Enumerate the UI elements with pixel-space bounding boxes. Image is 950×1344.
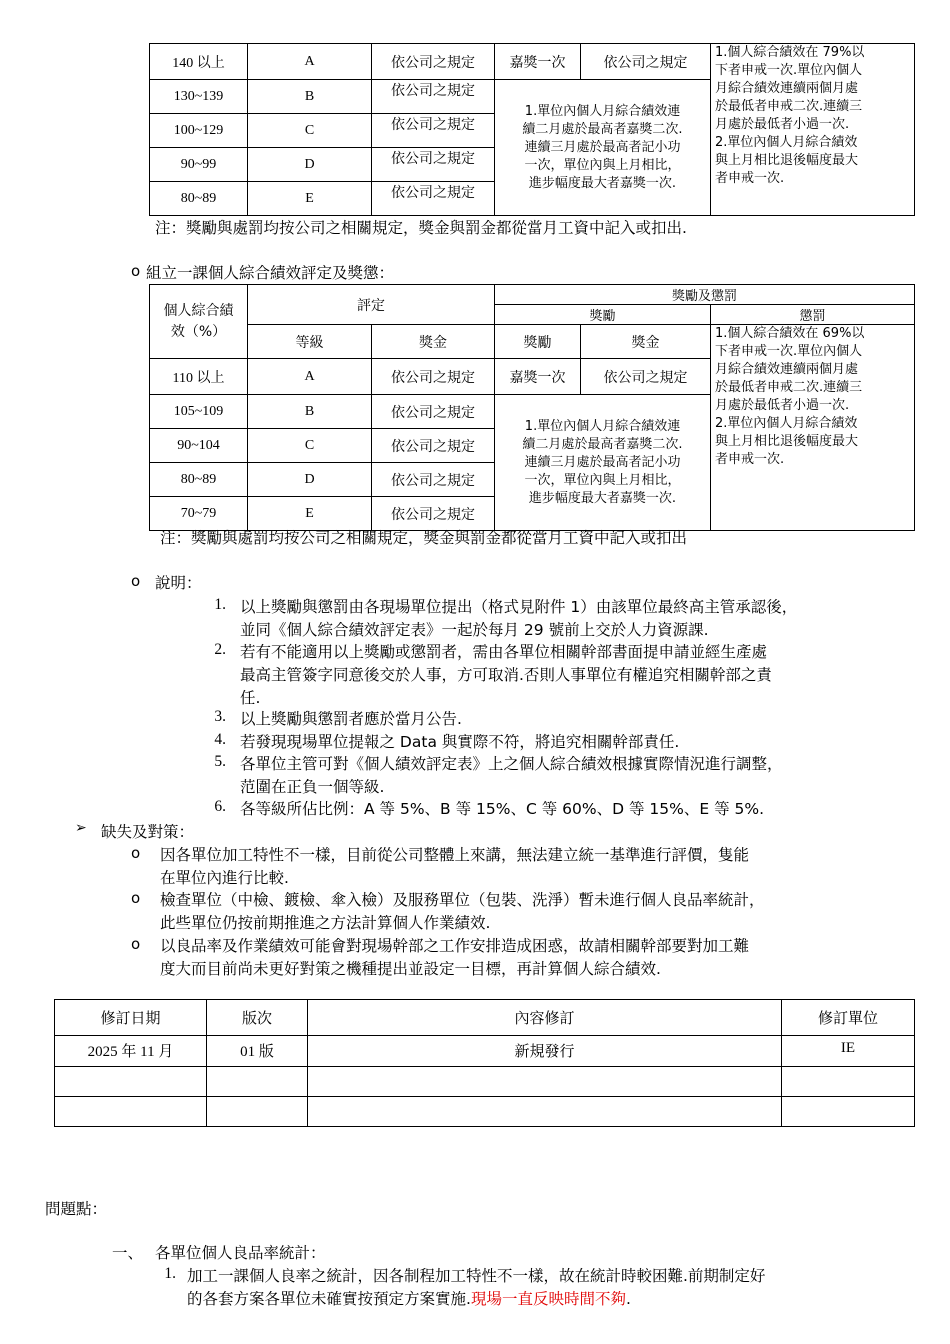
- grade-table-1: [149, 43, 915, 216]
- header-grade: 等級: [248, 325, 372, 359]
- grade-table-2: [149, 284, 915, 531]
- penalty-line: 2.單位內個人月綜合績效: [715, 135, 858, 150]
- reward-note-line: 1.單位內個人月綜合績效連: [524, 103, 681, 119]
- score-cell: 100~129: [150, 114, 248, 148]
- reward-note-line: 一次，單位內與上月相比，: [524, 472, 681, 488]
- penalty-line: 與上月相比退後幅度最大: [715, 153, 859, 168]
- revision-cell: [782, 1097, 915, 1127]
- score-cell: 70~79: [150, 497, 248, 531]
- list-number: 6.: [214, 798, 226, 815]
- reward-note-cell: [495, 80, 711, 216]
- list-item-line: 檢查單位（中檢、鍍檢、傘入檢）及服務單位（包裝、洗淨）暫未進行個人良品率統計，: [160, 891, 765, 909]
- section-title: 組立一課個人綜合績效評定及獎懲：: [146, 264, 395, 282]
- revision-cell: [55, 1097, 207, 1127]
- bullet-o: o: [131, 889, 141, 907]
- revision-header: 修訂日期: [55, 1000, 207, 1036]
- score-cell: 105~109: [150, 395, 248, 429]
- revision-cell: [207, 1067, 308, 1097]
- header-reward-bonus: 獎金: [581, 325, 711, 359]
- score-cell: 140 以上: [150, 44, 248, 80]
- list-item-line: 若發現現場單位提報之 Data 與實際不符，將追究相關幹部責任.: [240, 733, 680, 751]
- grade-cell: E: [248, 497, 372, 531]
- bullet-o: o: [131, 572, 141, 590]
- issues-item-text: .: [625, 1290, 631, 1308]
- penalty-line: 月處於最低者小過一次.: [715, 398, 850, 413]
- revision-cell: IE: [782, 1036, 915, 1067]
- header-reward: 獎勵: [495, 305, 711, 325]
- grade-cell: B: [248, 80, 372, 114]
- issues-item-line: [187, 1287, 631, 1309]
- revision-cell: [55, 1067, 207, 1097]
- list-number: 3.: [214, 708, 226, 725]
- header-metric-text: 個人綜合績效（%）: [163, 302, 234, 340]
- bonus-cell: 依公司之規定: [372, 395, 495, 429]
- grade-cell: C: [248, 429, 372, 463]
- list-item-line: 各單位主管可對《個人績效評定表》上之個人綜合績效根據實際情況進行調整，: [240, 755, 783, 773]
- score-cell: 90~104: [150, 429, 248, 463]
- list-item-line: 范圍在正負一個等級.: [240, 778, 385, 796]
- penalty-line: 月綜合績效連續兩個月處: [715, 81, 859, 96]
- bonus-cell: 依公司之規定: [372, 80, 495, 114]
- issues-item-text: 的各套方案各單位未確實按預定方案實施.: [187, 1290, 471, 1308]
- list-number: 1.: [214, 596, 226, 613]
- list-item-line: 以良品率及作業績效可能會對現場幹部之工作安排造成困惑，故請相關幹部要對加工難: [160, 937, 750, 955]
- score-cell: 80~89: [150, 182, 248, 216]
- list-item-line: 各等級所佔比例：A 等 5%、B 等 15%、C 等 60%、D 等 15%、E 等 5%.: [240, 800, 765, 818]
- list-number: 2.: [214, 641, 226, 658]
- list-number: 4.: [214, 731, 226, 748]
- issues-section-number: 一、: [112, 1244, 144, 1262]
- bonus-cell: 依公司之規定: [372, 114, 495, 148]
- penalty-line: 於最低者申戒二次.連續三: [715, 380, 863, 395]
- issues-section-title: 各單位個人良品率統計：: [155, 1244, 326, 1262]
- reward-cell: 嘉獎一次: [495, 44, 581, 80]
- reward-note-line: 續二月處於最高者嘉獎二次.: [522, 121, 683, 137]
- explanation-title: 說明：: [155, 574, 202, 592]
- list-item-line: 以上獎勵與懲罰由各現場單位提出（格式見附件 1）由該單位最終高主管承認後，: [240, 598, 798, 616]
- penalty-line: 與上月相比退後幅度最大: [715, 434, 859, 449]
- reward-note-line: 連續三月處於最高者記小功: [524, 139, 681, 155]
- penalty-line: 1.個人綜合績效在 69%以: [715, 326, 865, 341]
- reward-note-line: 續二月處於最高者嘉獎二次.: [522, 436, 683, 452]
- revision-header: 修訂單位: [782, 1000, 915, 1036]
- issues-item-line: 加工一課個人良率之統計，因各制程加工特性不一樣，故在統計時較困難.前期制定好: [187, 1267, 766, 1285]
- reward-note-cell: [495, 395, 711, 531]
- shortcomings-title: 缺失及對策：: [101, 823, 195, 841]
- revision-cell: 01 版: [207, 1036, 308, 1067]
- penalty-line: 下者申戒一次.單位內個人: [715, 344, 863, 359]
- reward-note-line: 連續三月處於最高者記小功: [524, 454, 681, 470]
- revision-cell: 新規發行: [308, 1036, 782, 1067]
- list-item-line: 並同《個人綜合績效評定表》一起於每月 29 號前上交於人力資源課.: [240, 621, 709, 639]
- reward-cell: 嘉獎一次: [495, 359, 581, 395]
- bonus-cell: 依公司之規定: [372, 429, 495, 463]
- penalty-line: 者申戒一次.: [715, 171, 785, 186]
- bonus-cell: 依公司之規定: [372, 182, 495, 216]
- grade-cell: B: [248, 395, 372, 429]
- penalty-line: 者申戒一次.: [715, 452, 785, 467]
- list-item-line: 任.: [240, 689, 261, 707]
- list-item-line: 因各單位加工特性不一樣，目前從公司整體上來講，無法建立統一基準進行評價，隻能: [160, 846, 750, 864]
- penalty-cell: [711, 325, 915, 531]
- penalty-line: 月綜合績效連續兩個月處: [715, 362, 859, 377]
- table2-note: 注：獎勵與處罰均按公司之相關規定，獎金與罰金都從當月工資中記入或扣出: [160, 529, 688, 547]
- revision-header: 內容修訂: [308, 1000, 782, 1036]
- grade-cell: D: [248, 463, 372, 497]
- reward-bonus-cell: 依公司之規定: [581, 359, 711, 395]
- issues-title: 問題點：: [45, 1200, 108, 1218]
- score-cell: 130~139: [150, 80, 248, 114]
- list-item-line: 在單位內進行比較.: [160, 869, 289, 887]
- table1-note: 注：獎勵與處罰均按公司之相關規定，獎金與罰金都從當月工資中記入或扣出.: [155, 219, 687, 237]
- grade-cell: E: [248, 182, 372, 216]
- reward-note-line: 進步幅度最大者嘉獎一次.: [528, 175, 677, 191]
- penalty-line: 於最低者申戒二次.連續三: [715, 99, 863, 114]
- penalty-line: 1.個人綜合績效在 79%以: [715, 45, 865, 60]
- reward-note-line: 1.單位內個人月綜合績效連: [524, 418, 681, 434]
- list-item-line: 最高主管簽字同意後交於人事，方可取消.否則人事單位有權追究相關幹部之責: [240, 666, 772, 684]
- score-cell: 90~99: [150, 148, 248, 182]
- revision-cell: [308, 1067, 782, 1097]
- penalty-cell: [711, 44, 915, 216]
- reward-note-line: 一次，單位內與上月相比，: [524, 157, 681, 173]
- bonus-cell: 依公司之規定: [372, 148, 495, 182]
- issues-highlight-text: 現場一直反映時間不夠: [470, 1290, 626, 1308]
- list-item-line: 度大而目前尚未更好對策之機種提出並設定一目標，再計算個人綜合績效.: [160, 960, 661, 978]
- list-item-line: 若有不能適用以上獎勵或懲罰者，需由各單位相關幹部書面提申請並經生產處: [240, 643, 768, 661]
- revision-cell: [782, 1067, 915, 1097]
- header-metric: [150, 285, 248, 359]
- revision-cell: [207, 1097, 308, 1127]
- bullet-o: o: [131, 935, 141, 953]
- bonus-cell: 依公司之規定: [372, 359, 495, 395]
- bullet-o: o: [131, 844, 141, 862]
- grade-cell: A: [248, 359, 372, 395]
- penalty-line: 2.單位內個人月綜合績效: [715, 416, 858, 431]
- list-item-line: 此些單位仍按前期推進之方法計算個人作業績效.: [160, 914, 491, 932]
- revision-cell: 2025 年 11 月: [55, 1036, 207, 1067]
- header-rating: 評定: [248, 285, 495, 325]
- penalty-line: 下者申戒一次.單位內個人: [715, 63, 863, 78]
- score-cell: 110 以上: [150, 359, 248, 395]
- arrow-bullet-icon: ➢: [75, 820, 87, 836]
- list-number: 5.: [214, 753, 226, 770]
- score-cell: 80~89: [150, 463, 248, 497]
- revision-header: 版次: [207, 1000, 308, 1036]
- grade-cell: D: [248, 148, 372, 182]
- bonus-cell: 依公司之規定: [372, 497, 495, 531]
- bonus-cell: 依公司之規定: [372, 44, 495, 80]
- header-reward-penalty: 獎勵及懲罰: [495, 285, 915, 305]
- penalty-line: 月處於最低者小過一次.: [715, 117, 850, 132]
- reward-note-line: 進步幅度最大者嘉獎一次.: [528, 490, 677, 506]
- reward-bonus-cell: 依公司之規定: [581, 44, 711, 80]
- revision-cell: [308, 1097, 782, 1127]
- list-item-line: 以上獎勵與懲罰者應於當月公告.: [240, 710, 462, 728]
- grade-cell: C: [248, 114, 372, 148]
- bullet-o: o: [131, 262, 141, 280]
- bonus-cell: 依公司之規定: [372, 463, 495, 497]
- list-number: 1.: [164, 1265, 176, 1282]
- header-penalty: 懲罰: [711, 305, 915, 325]
- header-bonus: 獎金: [372, 325, 495, 359]
- grade-cell: A: [248, 44, 372, 80]
- header-reward-sub: 獎勵: [495, 325, 581, 359]
- revision-table: [54, 999, 915, 1127]
